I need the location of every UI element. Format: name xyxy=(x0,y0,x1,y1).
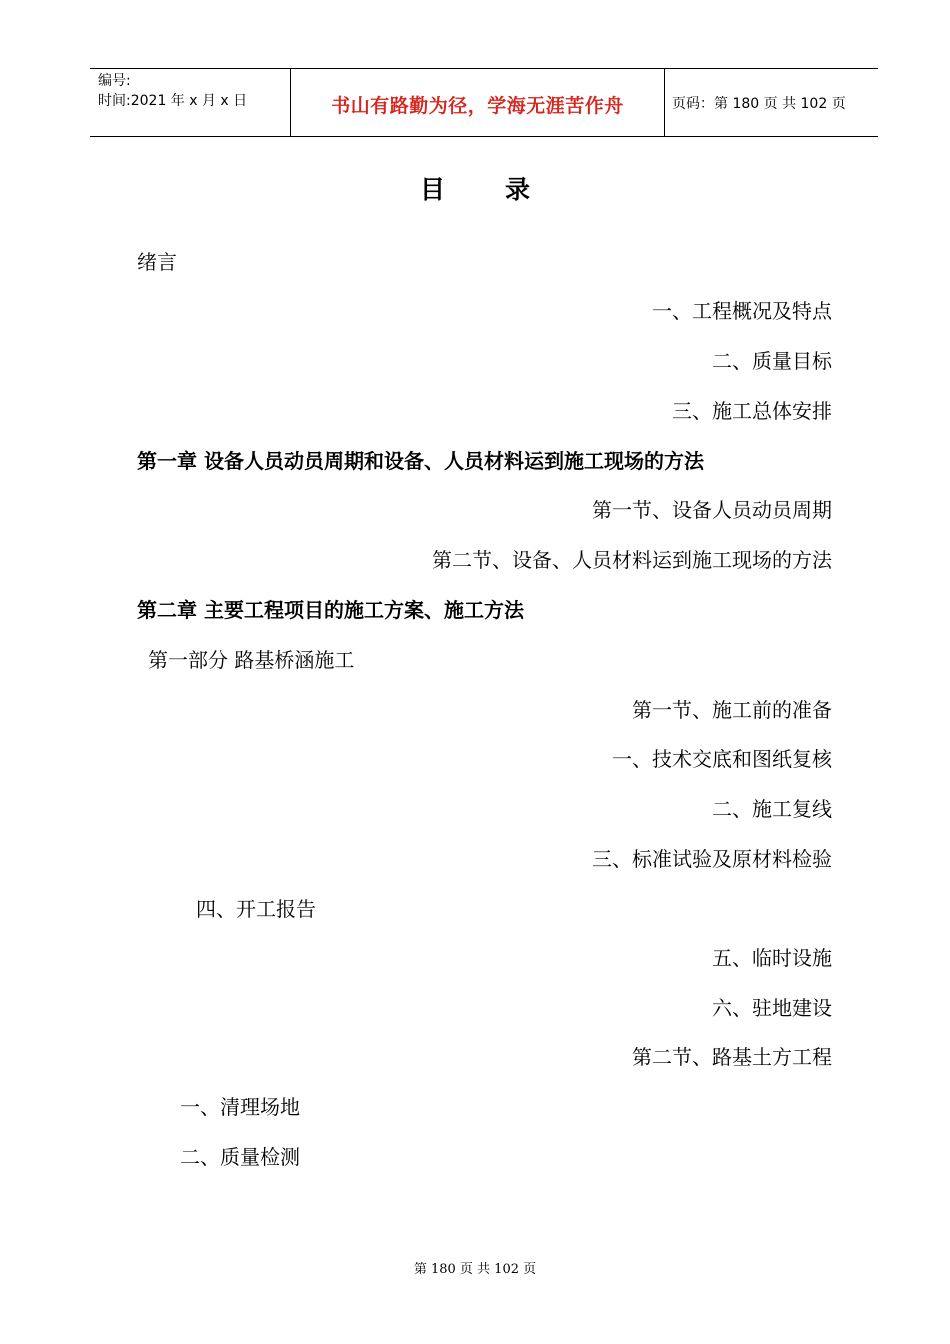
toc-entry: 六、驻地建设 xyxy=(712,996,832,1020)
toc-chapter-2: 第二章 主要工程项目的施工方案、施工方法 xyxy=(137,598,524,622)
header-page-info: 页码：第 180 页 共 102 页 xyxy=(672,96,846,112)
document-number-label: 编号: xyxy=(98,73,131,89)
header-motto: 书山有路勤为径，学海无涯苦作舟 xyxy=(331,95,624,117)
page-header xyxy=(90,68,878,137)
header-center-cell xyxy=(290,69,665,136)
toc-entry: 二、质量目标 xyxy=(712,349,832,373)
toc-entry: 五、临时设施 xyxy=(712,946,832,970)
toc-part-1: 第一部分 路基桥涵施工 xyxy=(148,648,355,672)
header-left-cell xyxy=(90,69,290,136)
header-right-cell xyxy=(664,69,878,136)
toc-entry: 三、标准试验及原材料检验 xyxy=(592,847,832,871)
toc-entry: 第一节、设备人员动员周期 xyxy=(592,498,832,522)
toc-entry: 第二节、路基土方工程 xyxy=(632,1045,832,1069)
toc-entry: 四、开工报告 xyxy=(196,897,316,921)
toc-entry: 一、技术交底和图纸复核 xyxy=(612,747,832,771)
toc-entry-preface: 绪言 xyxy=(137,250,177,274)
toc-entry: 第一节、施工前的准备 xyxy=(632,698,832,722)
toc-entry: 第二节、设备、人员材料运到施工现场的方法 xyxy=(432,548,832,572)
toc-entry: 二、施工复线 xyxy=(712,797,832,821)
page-footer: 第 180 页 共 102 页 xyxy=(413,1262,537,1277)
toc-entry: 二、质量检测 xyxy=(180,1145,300,1169)
toc-entry: 一、工程概况及特点 xyxy=(652,299,832,323)
toc-entry: 三、施工总体安排 xyxy=(672,399,832,423)
toc-title: 目录 xyxy=(419,175,590,204)
toc-chapter-1: 第一章 设备人员动员周期和设备、人员材料运到施工现场的方法 xyxy=(137,449,704,473)
document-time-label: 时间:2021 年 x 月 x 日 xyxy=(98,93,248,109)
toc-entry: 一、清理场地 xyxy=(180,1095,300,1119)
